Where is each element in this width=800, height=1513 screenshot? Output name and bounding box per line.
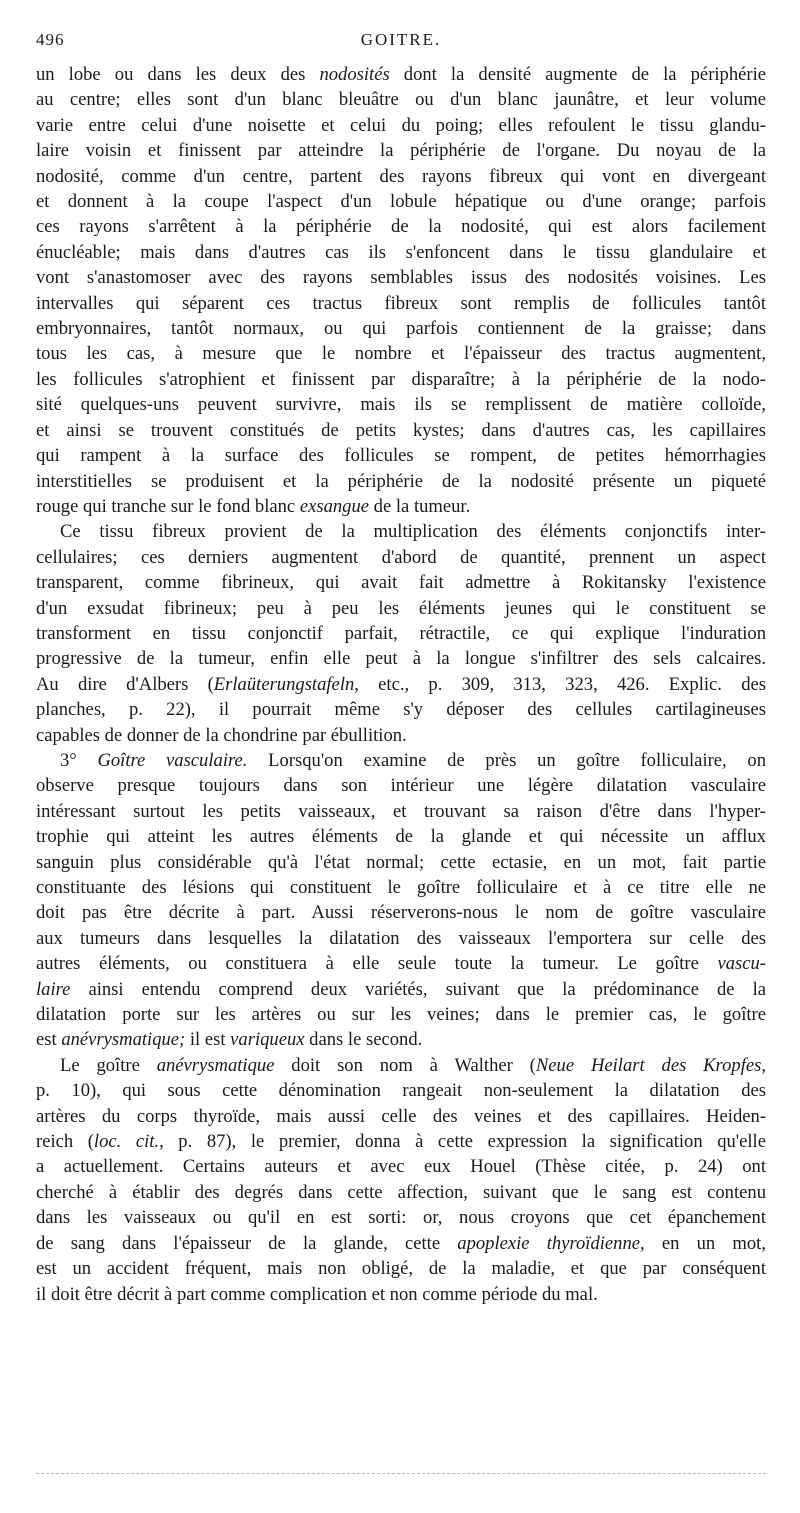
text-segment: et donnent à la coupe l'aspect d'un lobule hépatique ou d'une orange; parfois [36, 191, 766, 213]
text-line [36, 443, 766, 468]
text-line [36, 240, 766, 265]
text-segment: Lorsqu'on examine de près un goître folliculaire, on [247, 749, 766, 771]
text-line [36, 138, 766, 163]
italic-segment: apoplexie thyroïdienne [457, 1232, 641, 1254]
text-line [36, 469, 766, 494]
text-segment: aux tumeurs dans lesquelles la dilatation des vaisseaux l'emportera sur celle des [36, 927, 766, 949]
text-segment: laire voisin et finissent par atteindre la périphérie de l'organe. Du noyau de la [36, 140, 766, 162]
text-segment: reich ( [36, 1131, 94, 1153]
text-segment: rouge qui tranche sur le fond blanc [36, 495, 300, 517]
text-line [36, 1053, 766, 1078]
text-line [36, 875, 766, 900]
text-segment: a actuellement. Certains auteurs et avec eux Houel (Thèse citée, p. 24) ont [36, 1156, 766, 1178]
text-segment: est un accident fréquent, mais non obligé, de la maladie, et que par conséquent [36, 1258, 766, 1280]
text-line [36, 87, 766, 112]
text-segment: Le goître [60, 1054, 157, 1076]
text-segment: ces rayons s'arrêtent à la périphérie de la nodosité, qui est alors facilement [36, 216, 766, 238]
text-line [36, 164, 766, 189]
running-title: GOITRE. [360, 30, 442, 49]
text-segment: p. 10), qui sous cette dénomination rangeait non-seulement la dilatation des [36, 1080, 766, 1102]
text-segment: interstitielles se produisent et la périphérie de la nodosité présente un piqueté [36, 470, 766, 492]
italic-segment: anévrysmatique; [61, 1029, 186, 1051]
italic-segment: Neue Heilart des Kropfes [535, 1054, 762, 1076]
text-segment: observe presque toujours dans son intérieur une légère dilatation vasculaire [36, 775, 766, 797]
text-segment: progressive de la tumeur, enfin elle peut à la longue s'infiltrer des sels calcaires. [36, 648, 766, 670]
text-segment: , etc., p. 309, 313, 323, 426. Explic. des [354, 673, 766, 695]
text-line [36, 1231, 766, 1256]
text-segment: 3° [60, 749, 98, 771]
text-line [36, 621, 766, 646]
text-line [36, 367, 766, 392]
text-line [36, 799, 766, 824]
text-line [36, 1078, 766, 1103]
footer-rule [36, 1473, 766, 1474]
text-line [36, 773, 766, 798]
page-header [36, 30, 766, 56]
italic-segment: nodosités [319, 64, 390, 85]
text-segment: dont la densité augmente de la périphérie [389, 64, 767, 85]
text-segment: Au dire d'Albers ( [36, 673, 214, 695]
text-segment: ainsi entendu comprend deux variétés, suivant que la prédominance de la [70, 978, 766, 1000]
text-segment: dans les vaisseaux ou qu'il en est sorti: or, nous croyons que cet épanchement [36, 1207, 766, 1229]
text-line [36, 519, 766, 544]
text-segment: au centre; elles sont d'un blanc bleuâtre ou d'un blanc jaunâtre, et leur volume [36, 89, 766, 111]
text-segment: constituante des lésions qui constituent le goître folliculaire et à ce titre elle ne [36, 877, 766, 898]
text-segment: tous les cas, à mesure que le nombre et l'épaisseur des tractus augmentent, [36, 343, 766, 365]
text-line [36, 1180, 766, 1205]
text-segment: d'un exsudat fibrineux; peu à peu les éléments jeunes qui le constituent se [36, 597, 766, 619]
italic-segment: Erlaüterungstafeln [213, 673, 355, 695]
text-line [36, 672, 766, 697]
italic-segment: vascu- [717, 953, 766, 975]
italic-segment: Goître vasculaire. [97, 749, 248, 771]
text-line [36, 418, 766, 443]
body-text [36, 62, 766, 1307]
text-line [36, 1205, 766, 1230]
text-segment: transforment en tissu conjonctif parfait, rétractile, ce qui explique l'induration [36, 622, 766, 644]
text-segment: sanguin plus considérable qu'à l'état normal; cette ectasie, en un mot, fait partie [36, 851, 766, 873]
text-segment: artères du corps thyroïde, mais aussi celle des veines et des capillaires. Heiden- [36, 1105, 766, 1127]
text-segment: de la tumeur. [369, 495, 471, 517]
text-segment: , en un mot, [640, 1232, 766, 1254]
text-line [36, 723, 766, 748]
text-segment: planches, p. 22), il pourrait même s'y déposer des cellules cartilagineuses [36, 699, 766, 721]
text-segment: cherché à établir des degrés dans cette affection, suivant que le sang est contenu [36, 1181, 766, 1203]
text-segment: intéressant surtout les petits vaisseaux, et trouvant sa raison d'être dans l'hyper- [36, 800, 766, 822]
text-segment: , [761, 1054, 767, 1076]
page [36, 30, 766, 1307]
text-line [36, 291, 766, 316]
text-line [36, 926, 766, 951]
text-line [36, 697, 766, 722]
text-segment: énucléable; mais dans d'autres cas ils s'enfoncent dans le tissu glandulaire et [36, 241, 766, 263]
text-line [36, 392, 766, 417]
text-segment: qui rampent à la surface des follicules se rompent, de petites hémorrhagies [36, 445, 766, 467]
text-line [36, 1256, 766, 1281]
text-line [36, 341, 766, 366]
text-segment: , p. 87), le premier, donna à cette expression la signification qu'elle [159, 1131, 766, 1153]
text-segment: intervalles qui séparent ces tractus fibreux sont remplis de follicules tantôt [36, 292, 766, 314]
text-segment: sité quelques-uns peuvent survivre, mais ils se remplissent de matière colloïde, [36, 394, 766, 416]
text-line [36, 977, 766, 1002]
text-line [36, 1002, 766, 1027]
text-line [36, 824, 766, 849]
italic-segment: loc. cit. [93, 1131, 160, 1153]
text-line [36, 850, 766, 875]
text-line [36, 900, 766, 925]
text-segment: transparent, comme fibrineux, qui avait fait admettre à Rokitansky l'existence [36, 572, 766, 594]
text-segment: trophie qui atteint les autres éléments de la glande et qui nécessite un afflux [36, 826, 766, 848]
italic-segment: laire [36, 978, 71, 1000]
text-line [36, 748, 766, 773]
text-line [36, 494, 766, 519]
text-segment: dans le second. [304, 1029, 423, 1051]
text-segment: embryonnaires, tantôt normaux, ou qui parfois contiennent de la graisse; dans [36, 318, 766, 340]
text-segment: nodosité, comme d'un centre, partent des rayons fibreux qui vont en divergeant [36, 165, 766, 187]
text-line [36, 62, 766, 87]
text-line [36, 1154, 766, 1179]
text-line [36, 214, 766, 239]
text-line [36, 545, 766, 570]
text-line [36, 570, 766, 595]
text-segment: de sang dans l'épaisseur de la glande, cette [36, 1232, 458, 1254]
italic-segment: anévrysmatique [156, 1054, 275, 1076]
text-segment: dilatation porte sur les artères ou sur les veines; dans le premier cas, le goître [36, 1004, 766, 1026]
text-line [36, 646, 766, 671]
text-line [36, 113, 766, 138]
text-segment: capables de donner de la chondrine par ébullition. [36, 724, 407, 746]
text-line [36, 951, 766, 976]
text-segment: doit son nom à Walther ( [274, 1054, 536, 1076]
text-line [36, 316, 766, 341]
text-segment: cellulaires; ces derniers augmentent d'abord de quantité, prennent un aspect [36, 546, 766, 568]
page-number: 496 [36, 30, 65, 49]
text-segment: varie entre celui d'une noisette et celui du poing; elles refoulent le tissu glandu- [36, 114, 766, 136]
text-segment: il est [185, 1029, 231, 1051]
text-segment: un lobe ou dans les deux des [36, 64, 320, 85]
text-segment: et ainsi se trouvent constitués de petits kystes; dans d'autres cas, les capillaires [36, 419, 766, 441]
text-segment: les follicules s'atrophient et finissent par disparaître; à la périphérie de la nodo- [36, 368, 766, 390]
text-line [36, 596, 766, 621]
text-segment: doit pas être décrite à part. Aussi réserverons-nous le nom de goître vasculaire [36, 902, 766, 924]
text-line [36, 189, 766, 214]
text-segment: il doit être décrit à part comme complication et non comme période du mal. [36, 1283, 598, 1305]
text-line [36, 1129, 766, 1154]
text-line [36, 1282, 766, 1307]
text-segment: vont s'anastomoser avec des rayons semblables issus des nodosités voisines. Les [36, 267, 766, 289]
text-line [36, 1027, 766, 1052]
text-segment: Ce tissu fibreux provient de la multiplication des éléments conjonctifs inter- [60, 521, 766, 543]
italic-segment: variqueux [230, 1029, 305, 1051]
text-segment: autres éléments, ou constituera à elle seule toute la tumeur. Le goître [36, 953, 718, 975]
italic-segment: exsangue [299, 495, 370, 517]
text-segment: est [36, 1029, 62, 1051]
text-line [36, 1104, 766, 1129]
text-line [36, 265, 766, 290]
